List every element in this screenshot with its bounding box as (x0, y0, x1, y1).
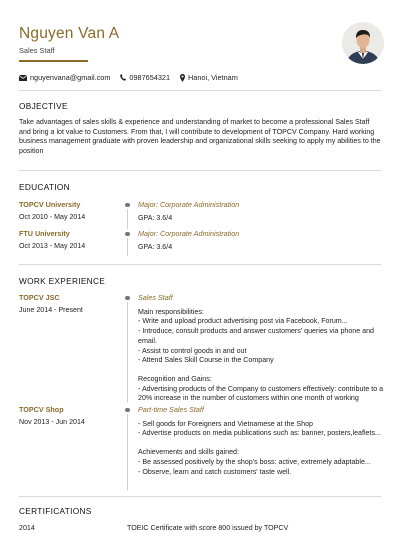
detail-line: Achievements and skills gained: (138, 448, 239, 457)
education-major: Major: Corporate Administration (138, 229, 240, 238)
timeline-dot (125, 408, 130, 413)
timeline-line (127, 302, 128, 402)
cv-header (19, 26, 119, 55)
divider (19, 170, 381, 171)
company-name: TOPCV Shop (19, 405, 64, 414)
certification-text: TOEIC Certificate with score 800 issued by TOPCV (127, 524, 289, 532)
education-gpa: GPA: 3.6/4 (138, 213, 173, 222)
full-name: Nguyen Van A (19, 25, 120, 42)
avatar (342, 22, 384, 64)
detail-line: Main responsibilities: (138, 307, 204, 316)
phone-text: 0987654321 (129, 73, 171, 82)
detail-line: - Attend Sales Skill Course in the Company (138, 356, 274, 365)
portrait-photo (342, 22, 384, 64)
education-dates: Oct 2013 - May 2014 (19, 241, 86, 250)
phone-icon (120, 74, 126, 81)
detail-spacer (138, 439, 384, 448)
timeline-line (127, 238, 128, 256)
timeline-dot (125, 232, 130, 237)
timeline-line (127, 414, 128, 490)
detail-line: - Write and upload product advertising post via Facebook, Forum... (138, 317, 348, 326)
company-name: TOPCV JSC (19, 293, 60, 302)
timeline-dot (125, 296, 130, 301)
experience-details (138, 420, 384, 478)
contact-phone[interactable] (120, 73, 170, 83)
education-heading: EDUCATION (19, 182, 70, 192)
detail-line: Recognition and Gains: (138, 374, 212, 383)
contact-location (180, 73, 238, 83)
position-title: Sales Staff (138, 293, 173, 302)
detail-line: - Observe, learn and catch customers' taste well. (138, 467, 292, 476)
email-text: nguyenvana@gmail.com (30, 73, 111, 82)
contact-email[interactable] (19, 73, 110, 83)
envelope-icon (19, 75, 27, 81)
detail-line: - Advertise products on media publications such as: banner, posters,leaflets... (138, 429, 381, 438)
timeline-dot (125, 203, 130, 208)
detail-line: - Be assessed positively by the shop's boss: active, extremely adaptable... (138, 457, 371, 466)
contact-info (19, 73, 238, 83)
location-text: Hanoi, Vietnam (188, 73, 238, 82)
education-major: Major: Corporate Administration (138, 200, 240, 209)
school-name: FTU University (19, 229, 70, 238)
name-underline (19, 60, 88, 62)
job-title: Sales Staff (19, 45, 55, 55)
education-gpa: GPA: 3.6/4 (138, 242, 173, 251)
experience-dates: June 2014 - Present (19, 305, 83, 314)
certifications-heading: CERTIFICATIONS (19, 506, 92, 516)
detail-line: - Assist to control goods in and out (138, 346, 247, 355)
experience-details (138, 308, 384, 404)
position-title: Part-time Sales Staff (138, 405, 204, 414)
education-item (19, 229, 382, 259)
experience-dates: Nov 2013 - Jun 2014 (19, 417, 85, 426)
detail-line: - Advertising products of the Company to customers effectively: contribute to a 20% increase in the number of customers within one month of working (138, 384, 384, 403)
experience-heading: WORK EXPERIENCE (19, 276, 106, 286)
education-dates: Oct 2010 - May 2014 (19, 212, 86, 221)
timeline-line (127, 209, 128, 229)
objective-heading: OBJECTIVE (19, 101, 68, 111)
education-item (19, 200, 382, 230)
certification-year: 2014 (19, 524, 35, 532)
school-name: TOPCV University (19, 200, 81, 209)
detail-line: - Sell goods for Foreigners and Vietnamese at the Shop (138, 419, 313, 428)
detail-spacer (138, 366, 384, 375)
experience-item (19, 293, 382, 401)
experience-item (19, 405, 382, 487)
divider (19, 90, 381, 91)
detail-line: - Introduce, consult products and answer customers' queries via phone and email. (138, 327, 374, 345)
divider (19, 264, 381, 265)
divider (19, 496, 381, 497)
objective-text: Take advantages of sales skills & experience and understanding of market to become a professional Sales Staff and bring a lot value to Customers. From that, I will contribute to development of TOPCV Company. Hard working business management graduate with proven leadership and organizational skills seeking to apply my abilities to the position (19, 118, 381, 156)
map-pin-icon (180, 74, 185, 82)
